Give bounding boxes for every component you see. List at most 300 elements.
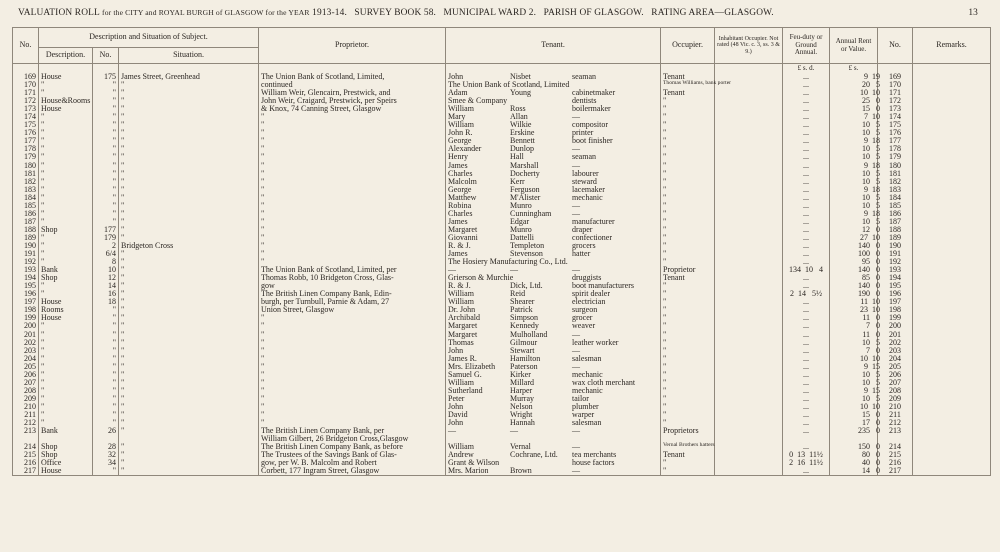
row-number: 203	[13, 347, 39, 355]
tenant-surname: Dattelli	[510, 232, 535, 242]
row-annual-rent	[830, 466, 881, 476]
tenant-surname: Patrick	[510, 305, 533, 315]
row-description: "	[39, 419, 93, 427]
row-house-number: "	[93, 121, 119, 129]
row-remarks	[913, 419, 991, 427]
tenant-surname: Kennedy	[510, 321, 539, 331]
row-number: 170	[13, 81, 39, 89]
header-inhabitant: Inhabitant Occupier. Not rated (48 Vic. c. 3, ss. 3 & 9.)	[715, 28, 783, 64]
row-remarks	[913, 363, 991, 371]
title-area: RATING AREA—GLASGOW.	[651, 8, 774, 18]
row-number: 205	[13, 363, 39, 371]
rent-value: 12 0	[862, 224, 881, 234]
rent-value: 10 5	[862, 337, 881, 347]
feu-value: 2 14 5½	[790, 289, 823, 299]
tenant-occupation: —	[572, 345, 581, 355]
row-remarks	[913, 226, 991, 234]
row-description: "	[39, 290, 93, 298]
header-no: No.	[13, 28, 39, 64]
feu-value: ...	[803, 401, 810, 411]
row-number: 192	[13, 258, 39, 266]
row-house-number: "	[93, 467, 119, 476]
row-occupier: Thomas Williams, bank porter	[661, 81, 715, 89]
rent-value: 100 0	[858, 249, 881, 259]
row-number: 173	[13, 105, 39, 113]
rent-value: 10 5	[862, 192, 881, 202]
row-house-number: 34	[93, 459, 119, 467]
row-inhabitant	[715, 419, 783, 427]
row-occupier: "	[661, 113, 715, 121]
feu-value: ...	[803, 224, 810, 234]
tenant-surname: Bennett	[510, 136, 535, 146]
feu-value: ...	[803, 305, 810, 315]
row-remarks	[913, 274, 991, 282]
tenant-first-name: William	[448, 297, 474, 307]
row-proprietor: "	[259, 113, 446, 121]
row-situation: "	[119, 121, 259, 129]
row-description: "	[39, 153, 93, 161]
row-occupier: "	[661, 153, 715, 161]
row-number-right: 182	[878, 178, 913, 186]
row-number-right: 210	[878, 403, 913, 411]
row-tenant	[446, 411, 661, 419]
feu-value: ...	[803, 152, 810, 162]
table-row	[13, 290, 991, 298]
row-remarks	[913, 435, 991, 443]
row-proprietor: "	[259, 403, 446, 411]
header-no-small: No.	[93, 48, 119, 64]
row-description: "	[39, 379, 93, 387]
tenant-occupation: lacemaker	[572, 184, 605, 194]
tenant-surname: Harper	[510, 385, 533, 395]
table-row	[13, 451, 991, 459]
feu-value: ...	[803, 442, 810, 452]
row-occupier: "	[661, 314, 715, 322]
rent-value: 10 5	[862, 369, 881, 379]
tenant-surname: Simpson	[510, 313, 539, 323]
row-situation: "	[119, 395, 259, 403]
tenant-surname: Marshall	[510, 160, 539, 170]
row-remarks	[913, 97, 991, 105]
row-remarks	[913, 322, 991, 330]
row-situation: "	[119, 162, 259, 170]
row-situation: "	[119, 137, 259, 145]
row-remarks	[913, 387, 991, 395]
row-number-right: 206	[878, 371, 913, 379]
tenant-surname: Munro	[510, 224, 532, 234]
row-description: "	[39, 250, 93, 258]
row-number: 169	[13, 73, 39, 81]
table-row	[13, 467, 991, 476]
row-house-number: 26	[93, 427, 119, 435]
row-occupier: Tenant	[661, 73, 715, 81]
tenant-occupation: draper	[572, 224, 593, 234]
row-inhabitant	[715, 186, 783, 194]
row-house-number: "	[93, 202, 119, 210]
row-remarks	[913, 170, 991, 178]
row-number: 171	[13, 89, 39, 97]
row-description: "	[39, 234, 93, 242]
rent-value: 15 0	[862, 104, 881, 114]
tenant-first-name: Samuel G.	[448, 369, 482, 379]
table-row	[13, 322, 991, 330]
row-description: "	[39, 178, 93, 186]
row-number-right: 188	[878, 226, 913, 234]
row-inhabitant	[715, 290, 783, 298]
row-tenant	[446, 242, 661, 250]
row-inhabitant	[715, 194, 783, 202]
row-description: "	[39, 137, 93, 145]
row-number: 199	[13, 314, 39, 322]
rent-value: 15 0	[862, 409, 881, 419]
table-row	[13, 210, 991, 218]
table-row	[13, 427, 991, 435]
rent-value: 10 10	[860, 88, 881, 98]
row-number-right: 193	[878, 266, 913, 274]
row-house-number: "	[93, 419, 119, 427]
tenant-occupation: dentists	[572, 96, 597, 106]
row-inhabitant	[715, 242, 783, 250]
row-number-right: 179	[878, 153, 913, 161]
feu-value: 0 13 11½	[789, 450, 823, 460]
row-description: "	[39, 194, 93, 202]
tenant-first-name: Mrs. Elizabeth	[448, 361, 496, 371]
row-number-right: 187	[878, 218, 913, 226]
row-number: 211	[13, 411, 39, 419]
row-situation: "	[119, 306, 259, 314]
row-description: "	[39, 202, 93, 210]
row-proprietor: William Gilbert, 26 Bridgeton Cross,Glasgow	[259, 435, 446, 443]
table-row	[13, 170, 991, 178]
table-row	[13, 435, 991, 443]
table-row	[13, 371, 991, 379]
table-row	[13, 121, 991, 129]
row-description: "	[39, 371, 93, 379]
row-description: House	[39, 467, 93, 476]
row-tenant	[446, 290, 661, 298]
row-occupier: "	[661, 290, 715, 298]
rent-value: 9 18	[864, 160, 881, 170]
rent-value: 10 5	[862, 393, 881, 403]
row-number-right: 213	[878, 427, 913, 435]
tenant-first-name: James R.	[448, 353, 477, 363]
row-inhabitant	[715, 178, 783, 186]
row-occupier: "	[661, 162, 715, 170]
table-row	[13, 145, 991, 153]
row-tenant	[446, 218, 661, 226]
title-roll: VALUATION ROLL	[18, 8, 100, 18]
row-situation: "	[119, 250, 259, 258]
row-description: "	[39, 331, 93, 339]
row-house-number: 10	[93, 266, 119, 274]
row-description: "	[39, 282, 93, 290]
row-remarks	[913, 145, 991, 153]
table-row	[13, 379, 991, 387]
row-tenant	[446, 298, 661, 306]
page-number: 13	[968, 8, 978, 18]
feu-value: ...	[803, 216, 810, 226]
row-remarks	[913, 137, 991, 145]
row-inhabitant	[715, 105, 783, 113]
row-feu-duty	[783, 427, 830, 435]
row-remarks	[913, 194, 991, 202]
title-ward: MUNICIPAL WARD 2.	[443, 8, 537, 18]
row-number: 176	[13, 129, 39, 137]
row-description: "	[39, 89, 93, 97]
row-description: Bank	[39, 266, 93, 274]
table-row	[13, 129, 991, 137]
table-row	[13, 162, 991, 170]
rent-value: 10 10	[860, 353, 881, 363]
feu-value: ...	[803, 345, 810, 355]
row-inhabitant	[715, 121, 783, 129]
row-description: "	[39, 403, 93, 411]
tenant-first-name: John R.	[448, 128, 473, 138]
row-inhabitant	[715, 162, 783, 170]
rent-value: 85 0	[862, 273, 881, 283]
row-number-right: 186	[878, 210, 913, 218]
row-inhabitant	[715, 403, 783, 411]
row-proprietor: The British Linen Company Bank, as before	[259, 443, 446, 451]
table-row	[13, 331, 991, 339]
row-situation: "	[119, 145, 259, 153]
tenant-occupation: spirit dealer	[572, 289, 610, 299]
table-row	[13, 395, 991, 403]
rent-value: 25 0	[862, 96, 881, 106]
row-occupier: "	[661, 202, 715, 210]
header-tenant: Tenant.	[446, 28, 661, 64]
row-occupier: "	[661, 137, 715, 145]
row-tenant	[446, 435, 661, 443]
row-number-right: 196	[878, 290, 913, 298]
row-occupier: Tenant	[661, 89, 715, 97]
row-remarks	[913, 467, 991, 476]
row-number: 208	[13, 387, 39, 395]
row-house-number: "	[93, 89, 119, 97]
tenant-occupation: —	[572, 160, 581, 170]
tenant-occupation: warper	[572, 409, 595, 419]
rent-value: 235 0	[858, 426, 881, 436]
tenant-occupation: boilermaker	[572, 104, 611, 114]
feu-value: ...	[803, 168, 810, 178]
row-description: Shop	[39, 443, 93, 451]
page-title	[18, 8, 978, 22]
row-remarks	[913, 73, 991, 81]
row-number-right: 214	[878, 443, 913, 451]
tenant-surname: Cochrane, Ltd.	[510, 450, 558, 460]
feu-value: ...	[803, 385, 810, 395]
row-situation: "	[119, 363, 259, 371]
tenant-surname: Cunningham	[510, 208, 552, 218]
row-remarks	[913, 403, 991, 411]
row-tenant	[446, 81, 661, 89]
feu-value: ...	[803, 313, 810, 323]
tenant-first-name: Grant & Wilson	[448, 458, 500, 468]
rent-value: 10 5	[862, 176, 881, 186]
row-number-right: 185	[878, 202, 913, 210]
row-situation: "	[119, 379, 259, 387]
row-occupier: "	[661, 282, 715, 290]
tenant-occupation: boot finisher	[572, 136, 613, 146]
row-remarks	[913, 250, 991, 258]
row-number-right: 176	[878, 129, 913, 137]
row-annual-rent	[830, 426, 881, 436]
row-house-number: 28	[93, 443, 119, 451]
tenant-first-name: Charles	[448, 208, 473, 218]
row-inhabitant	[715, 97, 783, 105]
row-situation: "	[119, 234, 259, 242]
row-tenant	[446, 113, 661, 121]
row-situation: James Street, Greenhead	[119, 73, 259, 81]
row-inhabitant	[715, 113, 783, 121]
feu-value: ...	[803, 120, 810, 130]
tenant-first-name: William	[448, 120, 474, 130]
tenant-first-name: Mary	[448, 112, 466, 122]
row-tenant	[446, 153, 661, 161]
row-occupier: "	[661, 218, 715, 226]
rent-value: 140 0	[858, 240, 881, 250]
row-occupier: "	[661, 210, 715, 218]
rent-value: 7 0	[866, 345, 881, 355]
row-inhabitant	[715, 89, 783, 97]
row-situation: "	[119, 443, 259, 451]
row-house-number: "	[93, 411, 119, 419]
row-description: "	[39, 258, 93, 266]
tenant-first-name: Giovanni	[448, 232, 478, 242]
row-inhabitant	[715, 379, 783, 387]
tenant-surname: Wright	[510, 409, 533, 419]
table-row	[13, 419, 991, 427]
row-proprietor: "	[259, 210, 446, 218]
row-remarks	[913, 105, 991, 113]
rent-value: 9 18	[864, 184, 881, 194]
header-remarks: Remarks.	[913, 28, 991, 64]
row-remarks	[913, 331, 991, 339]
row-tenant	[446, 395, 661, 403]
row-remarks	[913, 113, 991, 121]
row-inhabitant	[715, 355, 783, 363]
table-row	[13, 113, 991, 121]
table-row	[13, 403, 991, 411]
tenant-occupation: grocers	[572, 240, 596, 250]
row-proprietor: "	[259, 170, 446, 178]
row-tenant	[446, 105, 661, 113]
row-tenant	[446, 322, 661, 330]
row-number-right: 171	[878, 89, 913, 97]
row-inhabitant	[715, 282, 783, 290]
row-proprietor: The Trustees of the Savings Bank of Glas-	[259, 451, 446, 459]
tenant-surname: Nelson	[510, 401, 533, 411]
row-number: 174	[13, 113, 39, 121]
row-number-right: 191	[878, 250, 913, 258]
row-inhabitant	[715, 427, 783, 435]
row-tenant	[446, 419, 661, 427]
row-number-right: 177	[878, 137, 913, 145]
tenant-surname: Brown	[510, 466, 532, 476]
table-row	[13, 242, 991, 250]
row-number: 180	[13, 162, 39, 170]
row-number: 172	[13, 97, 39, 105]
row-remarks	[913, 298, 991, 306]
row-house-number: "	[93, 314, 119, 322]
row-number-right: 204	[878, 355, 913, 363]
row-number: 190	[13, 242, 39, 250]
row-situation: "	[119, 97, 259, 105]
row-house-number: 177	[93, 226, 119, 234]
tenant-occupation: steward	[572, 176, 597, 186]
tenant-surname: Nisbet	[510, 72, 531, 81]
feu-value: ...	[803, 88, 810, 98]
row-number: 207	[13, 379, 39, 387]
row-house-number: "	[93, 363, 119, 371]
row-occupier: "	[661, 347, 715, 355]
tenant-first-name: Thomas	[448, 337, 474, 347]
row-proprietor: gow, per W. B. Malcolm and Robert	[259, 459, 446, 467]
tenant-surname: Reid	[510, 289, 526, 299]
rent-value: 9 19	[864, 72, 881, 81]
tenant-surname: Allan	[510, 112, 528, 122]
row-proprietor: John Weir, Craigard, Prestwick, per Speirs	[259, 97, 446, 105]
rent-value: 23 10	[860, 305, 881, 315]
tenant-first-name: The Hosiery Manufacturing Co., Ltd.	[448, 257, 568, 267]
row-remarks	[913, 89, 991, 97]
header-occupier: Occupier.	[661, 28, 715, 64]
row-remarks	[913, 339, 991, 347]
tenant-first-name: James	[448, 216, 468, 226]
table-row	[13, 218, 991, 226]
row-remarks	[913, 162, 991, 170]
row-house-number: "	[93, 339, 119, 347]
tenant-occupation: printer	[572, 128, 594, 138]
row-remarks	[913, 395, 991, 403]
row-number-right: 215	[878, 451, 913, 459]
row-situation: "	[119, 290, 259, 298]
row-proprietor: William Weir, Glencairn, Prestwick, and	[259, 89, 446, 97]
row-proprietor: "	[259, 363, 446, 371]
row-house-number: "	[93, 306, 119, 314]
tenant-occupation: house factors	[572, 458, 615, 468]
row-number: 193	[13, 266, 39, 274]
tenant-surname: Young	[510, 88, 531, 98]
row-inhabitant	[715, 258, 783, 266]
row-number-right: 205	[878, 363, 913, 371]
row-inhabitant	[715, 202, 783, 210]
tenant-first-name: John	[448, 418, 464, 428]
row-occupier: "	[661, 250, 715, 258]
tenant-first-name: Smee & Company	[448, 96, 508, 106]
row-inhabitant	[715, 153, 783, 161]
row-proprietor: "	[259, 153, 446, 161]
row-number-right: 197	[878, 298, 913, 306]
feu-value: ...	[803, 104, 810, 114]
row-situation: "	[119, 451, 259, 459]
row-tenant	[446, 339, 661, 347]
tenant-first-name: George	[448, 136, 472, 146]
row-occupier: "	[661, 322, 715, 330]
tenant-surname: Ross	[510, 104, 526, 114]
header-description-group: Description and Situation of Subject.	[39, 28, 259, 48]
tenant-occupation: —	[572, 426, 581, 436]
table-row	[13, 347, 991, 355]
row-description: Rooms	[39, 306, 93, 314]
row-proprietor: "	[259, 218, 446, 226]
tenant-occupation: mechanic	[572, 385, 603, 395]
row-number: 204	[13, 355, 39, 363]
row-situation: "	[119, 194, 259, 202]
row-occupier: "	[661, 194, 715, 202]
tenant-first-name: Peter	[448, 393, 465, 403]
row-inhabitant	[715, 274, 783, 282]
